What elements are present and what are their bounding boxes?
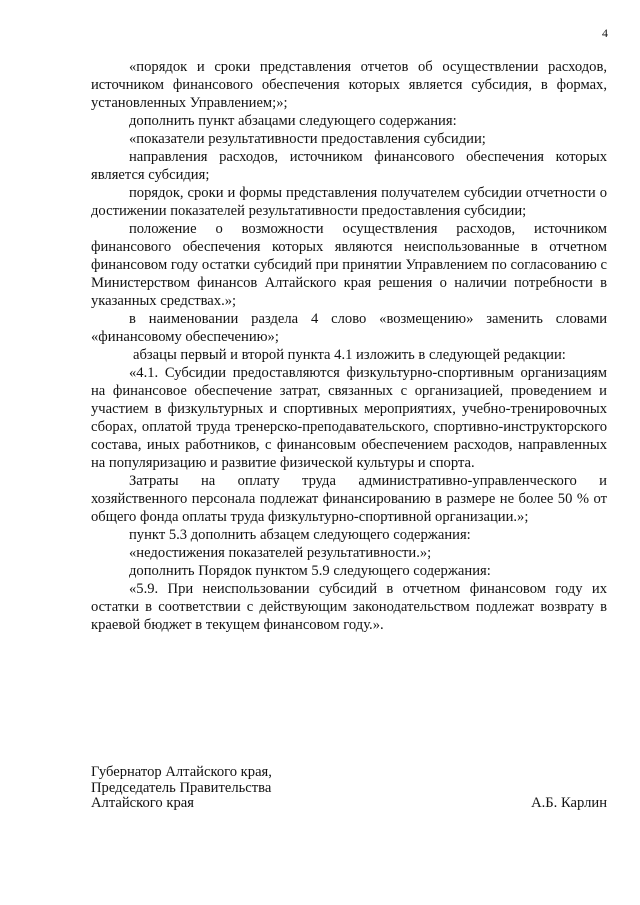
document-body bbox=[91, 58, 607, 634]
signatory-title-line: Алтайского края bbox=[91, 795, 194, 811]
paragraph: «порядок и сроки представления отчетов об осуществлении расходов, источником финансового обеспечения которых является субсидия, в формах, установленных Управлением;»; bbox=[91, 59, 607, 111]
paragraph: в наименовании раздела 4 слово «возмещению» заменить словами «финансовому обеспечению»; bbox=[91, 311, 607, 345]
paragraph: «показатели результативности предоставления субсидии; bbox=[129, 131, 486, 147]
paragraph: «недостижения показателей результативности.»; bbox=[129, 545, 432, 561]
paragraph: дополнить пункт абзацами следующего содержания: bbox=[129, 113, 457, 129]
paragraph: Затраты на оплату труда административно-управленческого и хозяйственного персонала подлежат финансированию в размере не более 50 % от общего фонда оплаты труда физкультурно-спортивной организации.»; bbox=[91, 473, 607, 525]
paragraph: дополнить Порядок пунктом 5.9 следующего содержания: bbox=[129, 563, 491, 579]
signatory-title bbox=[91, 765, 607, 812]
page-number: 4 bbox=[602, 26, 608, 40]
signature-block bbox=[91, 765, 607, 812]
signatory-title-line: Председатель Правительства bbox=[91, 779, 272, 796]
paragraph: «5.9. При неиспользовании субсидий в отчетном финансовом году их остатки в соответствии с действующим законодательством подлежат возврату в краевой бюджет в текущем финансовом году.». bbox=[91, 581, 607, 633]
paragraph: абзацы первый и второй пункта 4.1 изложить в следующей редакции: bbox=[133, 347, 566, 363]
paragraph: направления расходов, источником финансового обеспечения которых является субсидия; bbox=[91, 149, 607, 183]
paragraph: порядок, сроки и формы представления получателем субсидии отчетности о достижении показателей результативности предоставления субсидии; bbox=[91, 185, 607, 219]
signatory-title-line: Губернатор Алтайского края, bbox=[91, 764, 272, 780]
paragraph: положение о возможности осуществления расходов, источником финансового обеспечения которых являются неиспользованные в отчетном финансовом году остатки субсидий при принятии Управлением по согласованию с Министерством финансов Алтайского края решения о наличии потребности в указанных средствах.»; bbox=[91, 221, 607, 309]
paragraph: пункт 5.3 дополнить абзацем следующего содержания: bbox=[129, 527, 471, 543]
paragraph: «4.1. Субсидии предоставляются физкультурно-спортивным организациям на финансовое обеспечение затрат, связанных с организацией, проведением и участием в физкультурных и спортивных мероприятиях, учебно-тренировочных сборах, оплатой труда тренерско-преподавательского, спортивно-инструкторского состава, иных работников, с финансовым обеспечением расходов, направленных на популяризацию и развитие физической культуры и спорта. bbox=[91, 365, 607, 471]
signatory-name: А.Б. Карлин bbox=[531, 795, 607, 811]
